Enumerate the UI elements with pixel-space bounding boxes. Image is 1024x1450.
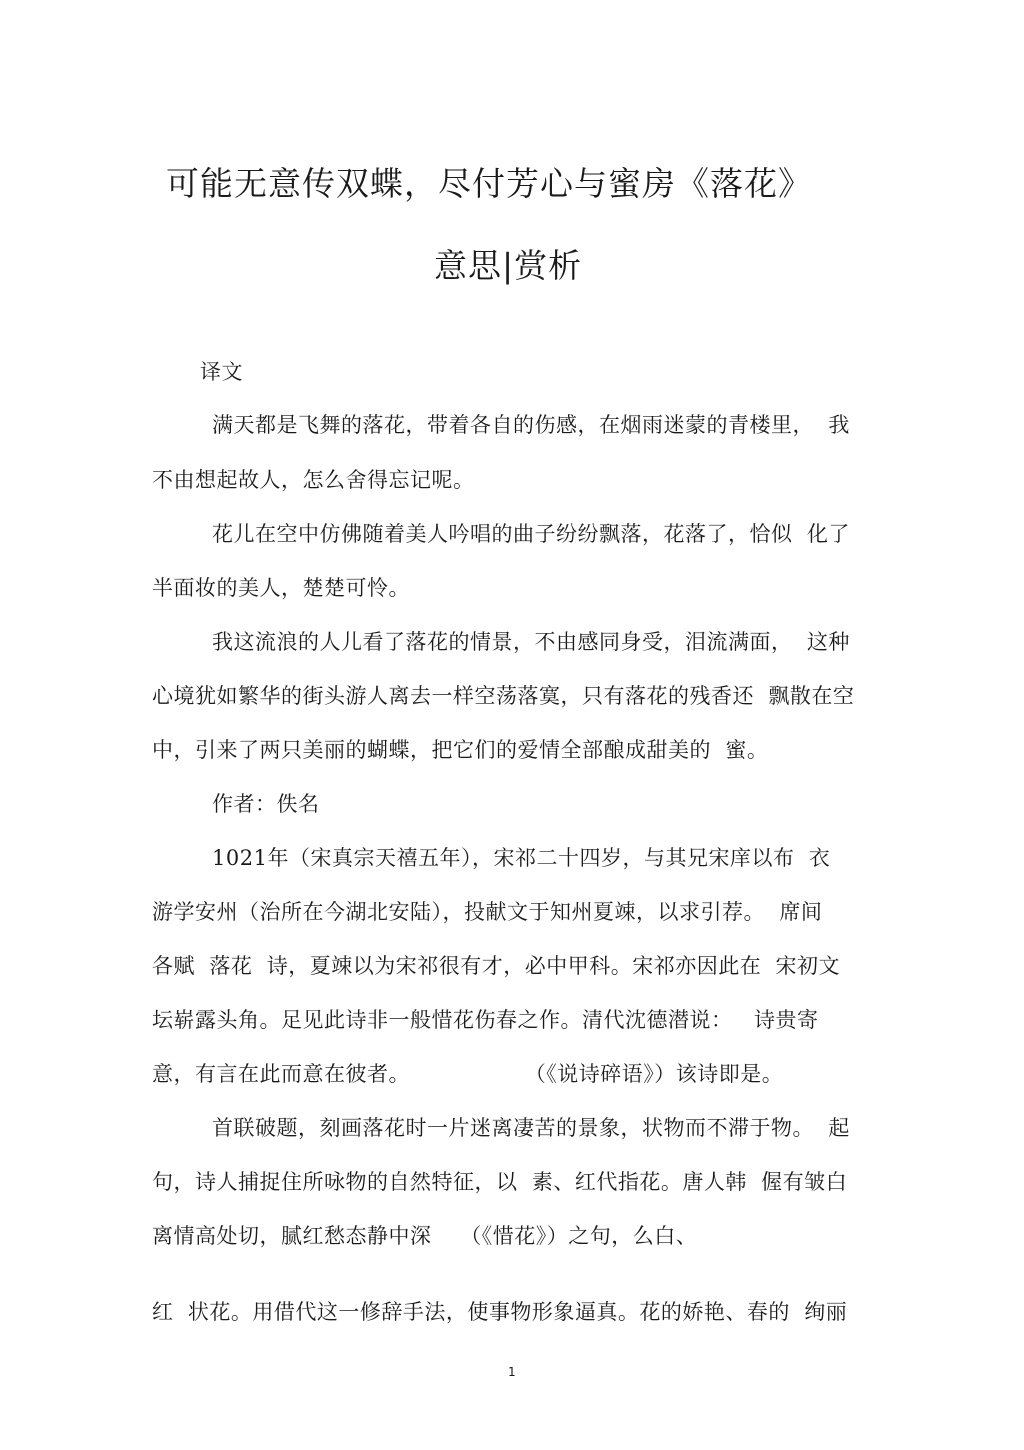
text-line: 满天都是飞舞的落花，带着各自的伤感，在烟雨迷蒙的青楼里， 我 xyxy=(212,413,850,437)
text-line: 不由想起故人，怎么舍得忘记呢。 xyxy=(152,468,475,492)
text-line: 意，有言在此而意在彼者。 （《说诗碎语》）该诗即是。 xyxy=(152,1062,784,1086)
text-line: 离情高处切，腻红愁态静中深 （《惜花》）之句，么白、 xyxy=(152,1224,698,1248)
text-line: 1021年（宋真宗天禧五年），宋祁二十四岁，与其兄宋庠以布 衣 xyxy=(212,846,831,870)
text-line: 中，引来了两只美丽的蝴蝶，把它们的爱情全部酿成甜美的 蜜。 xyxy=(152,738,769,762)
text-line: 作者：佚名 xyxy=(212,792,320,816)
text-line: 游学安州（治所在今湖北安陆），投献文于知州夏竦，以求引荐。 席间 xyxy=(152,900,823,924)
text-line: 我这流浪的人儿看了落花的情景，不由感同身受，泪流满面， 这种 xyxy=(212,630,850,654)
text-line: 各赋 落花 诗，夏竦以为宋祁很有才，必中甲科。宋祁亦因此在 宋初文 xyxy=(152,954,841,978)
title-line-2: 意思|赏析 xyxy=(434,246,583,285)
text-line: 心境犹如繁华的街头游人离去一样空荡落寞，只有落花的残香还 飘散在空 xyxy=(152,684,855,708)
text-line: 句，诗人捕捉住所咏物的自然特征，以 素、红代指花。唐人韩 偓有皱白 xyxy=(152,1170,848,1194)
text-line: 半面妆的美人，楚楚可怜。 xyxy=(152,576,410,600)
text-line: 坛崭露头角。足见此诗非一般惜花伤春之作。清代沈德潜说： 诗贵寄 xyxy=(152,1008,819,1032)
text-line: 首联破题，刻画落花时一片迷离凄苦的景象，状物而不滞于物。 起 xyxy=(212,1116,850,1140)
title-line-1: 可能无意传双蝶，尽付芳心与蜜房《落花》 xyxy=(166,164,812,203)
text-line: 译文 xyxy=(200,360,243,384)
page-number: 1 xyxy=(508,1365,516,1379)
text-line: 花儿在空中仿佛随着美人吟唱的曲子纷纷飘落，花落了，恰似 化了 xyxy=(212,522,850,546)
text-line: 红 状花。用借代这一修辞手法，使事物形象逼真。花的娇艳、春的 绚丽 xyxy=(152,1300,848,1324)
